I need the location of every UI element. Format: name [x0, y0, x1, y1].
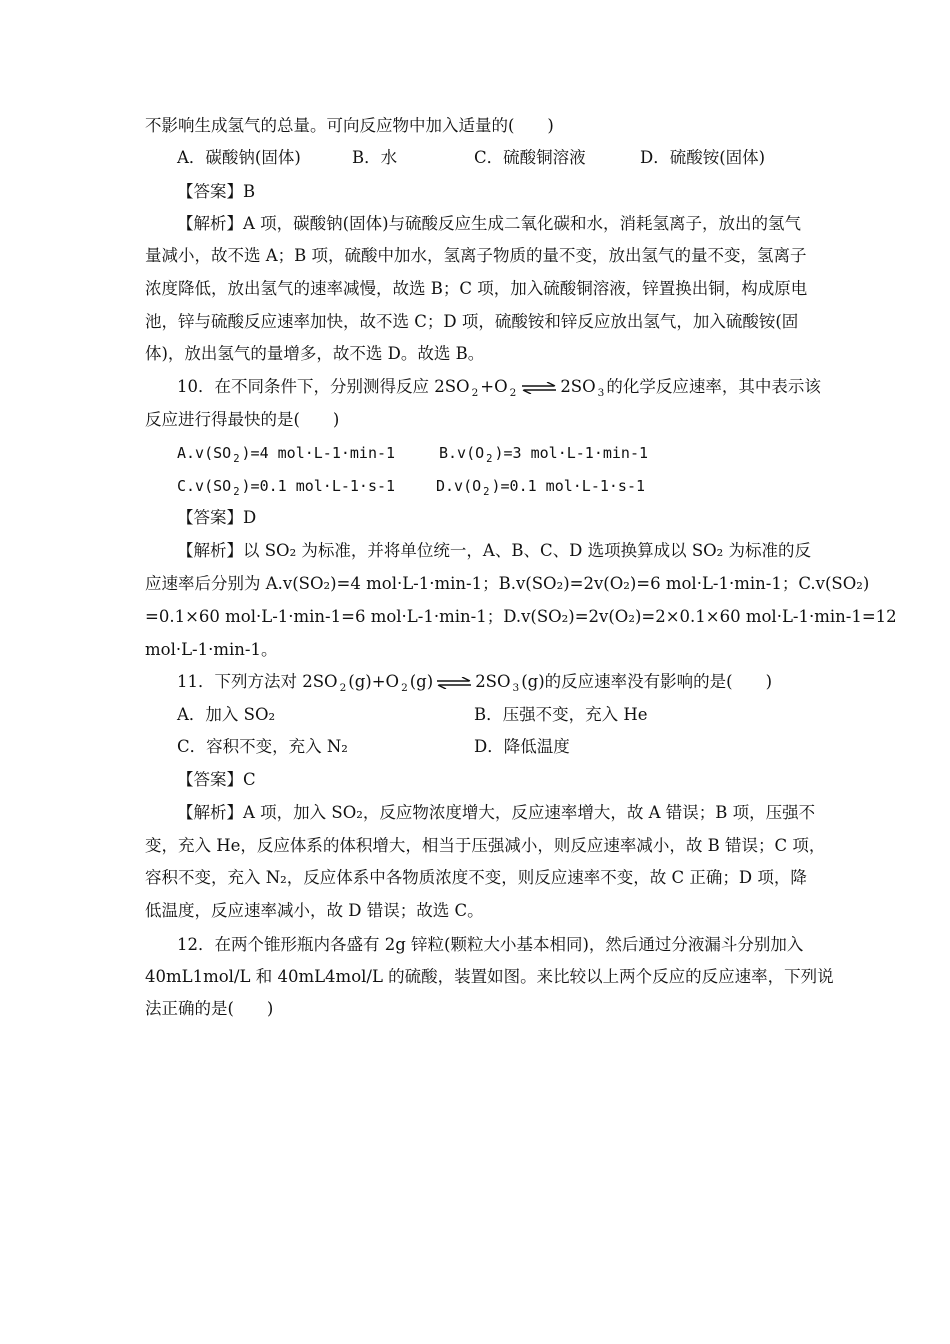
- q11-stem: [177, 671, 839, 693]
- q12-stem-line-2: 40mL1mol/L 和 40mL4mol/L 的硫酸，装置如图。来比较以上两个反应的反应速率，下列说: [145, 967, 834, 986]
- q11-analysis-line-3: 容积不变，充入 N₂，反应体系中各物质浓度不变，则反应速率不变，故 C 正确；D 项，降: [145, 868, 807, 887]
- q10-stem-part: 2SO: [560, 377, 596, 396]
- subscript: 2: [401, 682, 408, 694]
- equilibrium-arrow-icon: [436, 677, 472, 689]
- subscript: 3: [597, 387, 605, 399]
- subscript: 2: [233, 486, 240, 498]
- q11-option-c: C．容积不变，充入 N₂: [177, 737, 348, 756]
- q9-analysis-line-2: 量减小，故不选 A；B 项，硫酸中加水，氢离子物质的量不变，放出氢气的量不变，氢离子: [145, 246, 807, 265]
- q11-analysis-line-2: 变，充入 He，反应体系的体积增大，相当于压强减小，则反应速率减小，故 B 错误；C 项，: [145, 836, 826, 855]
- q9-analysis-line-5: 体)，放出氢气的量增多，故不选 D。故选 B。: [145, 344, 485, 363]
- q10-analysis-line-2: 应速率后分别为 A.v(SO₂)=4 mol·L-1·min-1；B.v(SO₂)=2v(O₂)=6 mol·L-1·min-1；C.v(SO₂): [145, 574, 870, 593]
- q9-stem-tail: 不影响生成氢气的总量。可向反应物中加入适量的( ): [145, 116, 554, 135]
- q9-analysis-line-1: 【解析】A 项，碳酸钠(固体)与硫酸反应生成二氧化碳和水，消耗氢离子，放出的氢气: [177, 214, 802, 233]
- q11-answer: 【答案】C: [177, 770, 256, 789]
- q12-stem-line-1: 12．在两个锥形瓶内各盛有 2g 锌粒(颗粒大小基本相同)，然后通过分液漏斗分别加入: [177, 935, 804, 954]
- q9-option-d: D．硫酸铵(固体): [640, 148, 766, 167]
- option-text: C.v(SO: [177, 477, 232, 495]
- subscript: 3: [512, 682, 520, 694]
- q9-option-b: B．水: [352, 148, 398, 167]
- q9-option-a: A．碳酸钠(固体): [177, 148, 301, 167]
- q10-stem-part: +O: [480, 377, 508, 396]
- q10-stem-line-2: 反应进行得最快的是( ): [145, 410, 340, 429]
- q10-option-a: [177, 442, 395, 464]
- q10-stem-part: 10．在不同条件下，分别测得反应 2SO: [177, 377, 470, 396]
- option-text: )=0.1 mol·L-1·s-1: [241, 477, 396, 495]
- equilibrium-arrow-icon: [521, 382, 557, 394]
- option-text: )=3 mol·L-1·min-1: [494, 444, 649, 462]
- q10-option-c: [177, 475, 395, 497]
- q10-stem-part: 的化学反应速率，其中表示该: [606, 377, 821, 396]
- q10-answer: 【答案】D: [177, 508, 257, 527]
- subscript: 2: [471, 387, 479, 399]
- subscript: 2: [339, 682, 347, 694]
- subscript: 2: [509, 387, 517, 399]
- q11-stem-part: (g)+O: [348, 672, 400, 691]
- subscript: 2: [486, 453, 493, 465]
- q11-option-a: A．加入 SO₂: [177, 705, 276, 724]
- option-text: D.v(O: [436, 477, 482, 495]
- q11-stem-part: 11．下列方法对 2SO: [177, 672, 338, 691]
- q11-option-d: D．降低温度: [474, 737, 570, 756]
- q10-analysis-line-3: =0.1×60 mol·L-1·min-1=6 mol·L-1·min-1；D.v(SO₂)=2v(O₂)=2×0.1×60 mol·L-1·min-1=12: [145, 607, 897, 626]
- subscript: 2: [483, 486, 490, 498]
- q10-stem-line-1: [177, 376, 839, 398]
- q11-analysis-line-4: 低温度，反应速率减小，故 D 错误；故选 C。: [145, 901, 484, 920]
- q11-analysis-line-1: 【解析】A 项，加入 SO₂，反应物浓度增大，反应速率增大，故 A 错误；B 项，压强不: [177, 803, 816, 822]
- q9-analysis-line-4: 池，锌与硫酸反应速率加快，故不选 C；D 项，硫酸铵和锌反应放出氢气，加入硫酸铵(固: [145, 312, 799, 331]
- option-text: A.v(SO: [177, 444, 232, 462]
- q9-option-c: C．硫酸铜溶液: [474, 148, 586, 167]
- q10-option-d: [436, 475, 645, 497]
- q11-option-b: B．压强不变，充入 He: [474, 705, 648, 724]
- q12-stem-line-3: 法正确的是( ): [145, 999, 274, 1018]
- q10-option-b: [439, 442, 648, 464]
- option-text: )=4 mol·L-1·min-1: [241, 444, 396, 462]
- subscript: 2: [233, 453, 240, 465]
- q11-stem-part: 2SO: [475, 672, 511, 691]
- q9-answer: 【答案】B: [177, 182, 256, 201]
- q11-stem-part: (g)的反应速率没有影响的是( ): [521, 672, 773, 691]
- q9-analysis-line-3: 浓度降低，放出氢气的速率减慢，故选 B；C 项，加入硫酸铜溶液，锌置换出铜，构成原电: [145, 279, 808, 298]
- q10-analysis-line-4: mol·L-1·min-1。: [145, 640, 278, 659]
- q10-analysis-line-1: 【解析】以 SO₂ 为标准，并将单位统一，A、B、C、D 选项换算成以 SO₂ 为标准的反: [177, 541, 812, 560]
- q11-stem-part: (g): [409, 672, 434, 691]
- option-text: B.v(O: [439, 444, 485, 462]
- option-text: )=0.1 mol·L-1·s-1: [491, 477, 646, 495]
